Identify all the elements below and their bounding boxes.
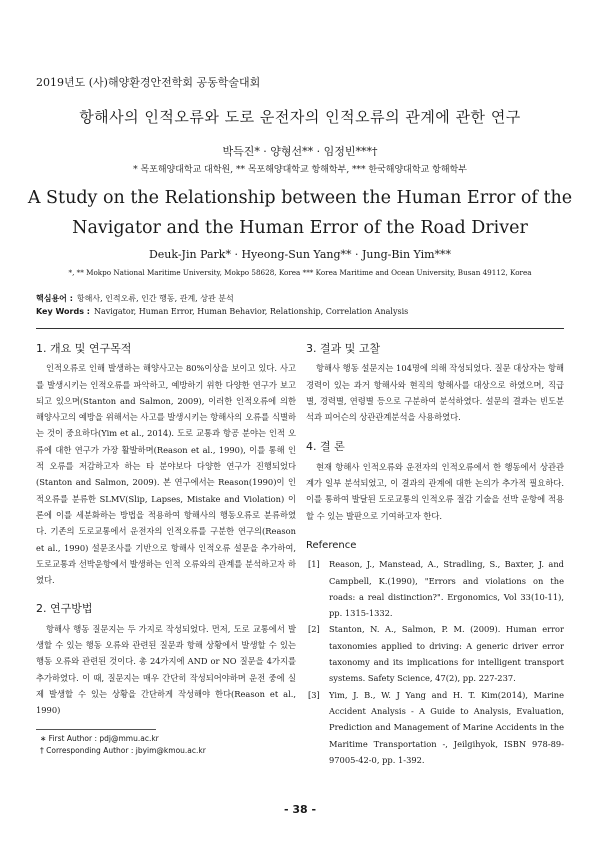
section-method-text: 항해사 행동 질문지는 두 가지로 작성되었다. 먼저, 도로 교통에서 발생할 수 있는 행동 오류와 관련된 질문과 항해 상황에서 발생할 수 있는 행동 오류와 관련된 것이다. 총 24가지에 AND or NO 질문을 4가지를 추가하였다. 이 때, 질문지는 매우 간단히 작성되어야하며 운전 중에 실제 발생할 수 있는 상황을 간단하게 작성해야 한다(Reason et al., 1990) [36, 623, 296, 716]
reference-text: Stanton, N. A., Salmon, P. M. (2009). Human error taxonomies applied to driving: A generic driver error taxonomy and its implications for intelligent transport systems. Safety Science, 47(2), pp. 227-237. [329, 624, 564, 684]
english-affiliations: *, ** Mokpo National Maritime University, Mokpo 58628, Korea *** Korea Maritime and Ocean University, Busan 49112, Korea [68, 268, 532, 277]
keywords-korean-label: 핵심용어 : [36, 294, 73, 303]
reference-text: Yim, J. B., W. J Yang and H. T. Kim(2014), Marine Accident Analysis - A Guide to Analysis, Evaluation, Prediction and Management of Marine Accidents in the Maritime Transportation -, Jeilgihyok, ISBN 978-89-97005-42-0, pp. 1-392. [329, 689, 564, 765]
keywords-korean-text: 항해사, 인적오류, 인간 행동, 관계, 상관 분석 [76, 294, 234, 303]
footnote-divider [36, 729, 156, 730]
korean-affiliations: * 목포해양대학교 대학원, ** 목포해양대학교 항해학부, *** 한국해양대학교 항해학부 [133, 165, 467, 175]
english-authors: Deuk-Jin Park* · Hyeong-Sun Yang** · Jung-Bin Yim*** [148, 248, 452, 261]
section-results-heading: 3. 결과 및 고찰 [306, 342, 381, 355]
reference-number: [2] [308, 624, 320, 635]
reference-number: [3] [308, 689, 320, 700]
section-conclusion-heading: 4. 결 론 [306, 440, 345, 454]
keywords-english [36, 307, 408, 316]
reference-item [306, 687, 564, 768]
reference-list [306, 556, 564, 768]
korean-authors: 박득진* · 양형선** · 임정빈***† [222, 145, 378, 158]
section-intro-text: 인적오류로 인해 발생하는 해양사고는 80%이상을 보이고 있다. 사고를 발생시키는 인적오류를 파악하고, 예방하기 위한 다양한 연구가 보고되고 있으며(Stanton and Salmon, 2009), 이러한 인적오류에 의한 해양사고의 예방을 위해서는 사고를 발생시키는 항해사의 오류를 식별하는 것이 중요하다(Yim et al., 2014). 도로 교통과 항공 분야는 인적 오류에 대한 연구가 가장 활발하며(Reason et al., 1990), 이를 통해 인적 오류를 저감하고자 하는 타 분야보다 다양한 연구가 진행되었다(Stanton and Salmon, 2009). 본 연구에서는 Reason(1990)이 인적오류를 분류한 SLMV(Slip, Lapses, Mistake and Violation) 이론에 이를 세분화하는 방법을 적용하여 항해사의 행동오류로 분류하였다. 기존의 도로교통에서 운전자의 인적오류를 구분한 연구의(Reason et al., 1990) 설문조사를 기반으로 항해사 인적오류 설문을 추가하여, 도로교통과 선박운항에서 발생하는 인적 오류와의 관계를 분석하고자 하였다. [36, 363, 296, 586]
keywords-english-text: Navigator, Human Error, Human Behavior, Relationship, Correlation Analysis [93, 307, 409, 316]
divider [36, 328, 564, 329]
section-conclusion-text: 현재 항해사 인적오류와 운전자의 인적오류에서 한 행동에서 상관관계가 일부 분석되었고, 이 결과의 관계에 대한 논의가 추가적 필요하다. 이를 통하여 발달된 도로교통의 인적오류 절감 기술을 선박 운항에 적용할 수 있는 발판으로 기여하고자 한다. [306, 461, 564, 521]
left-column [36, 341, 296, 719]
keywords-korean [36, 293, 234, 304]
reference-item [306, 556, 564, 621]
reference-number: [1] [308, 559, 320, 570]
right-column [306, 341, 564, 768]
section-intro-heading: 1. 개요 및 연구목적 [36, 342, 132, 355]
reference-heading: Reference [306, 539, 357, 551]
reference-text: Reason, J., Manstead, A., Stradling, S., Baxter, J. and Campbell, K.(1990), "Errors and violations on the roads: a real distinction?". Ergonomics, Vol 33(10-11), pp. 1315-1332. [329, 559, 564, 619]
english-title: A Study on the Relationship between the Human Error of the Navigator and the Human Error of the Road Driver [27, 188, 573, 238]
conference-name: 2019년도 (사)해양환경안전학회 공동학술대회 [36, 76, 261, 89]
korean-title: 항해사의 인적오류와 도로 운전자의 인적오류의 관계에 관한 연구 [79, 108, 521, 126]
footnote-first-author: ∗ First Author : pdj@mmu.ac.kr [40, 734, 159, 743]
reference-item [306, 621, 564, 686]
section-results-text: 항해사 행동 설문지는 104명에 의해 작성되었다. 질문 대상자는 항해경력이 있는 과거 항해사와 현직의 항해사를 대상으로 하였으며, 직급별, 경력별, 연령별 등으로 구분하여 분석하였다. 설문의 결과는 빈도분석과 피어슨의 상관관계분석을 사용하였다. [306, 363, 564, 423]
footnote-corresponding-author: † Corresponding Author : jbyim@kmou.ac.kr [40, 746, 206, 755]
page-number: - 38 - [283, 803, 317, 816]
keywords-english-label: Key Words : [36, 307, 90, 316]
section-method-heading: 2. 연구방법 [36, 602, 93, 616]
